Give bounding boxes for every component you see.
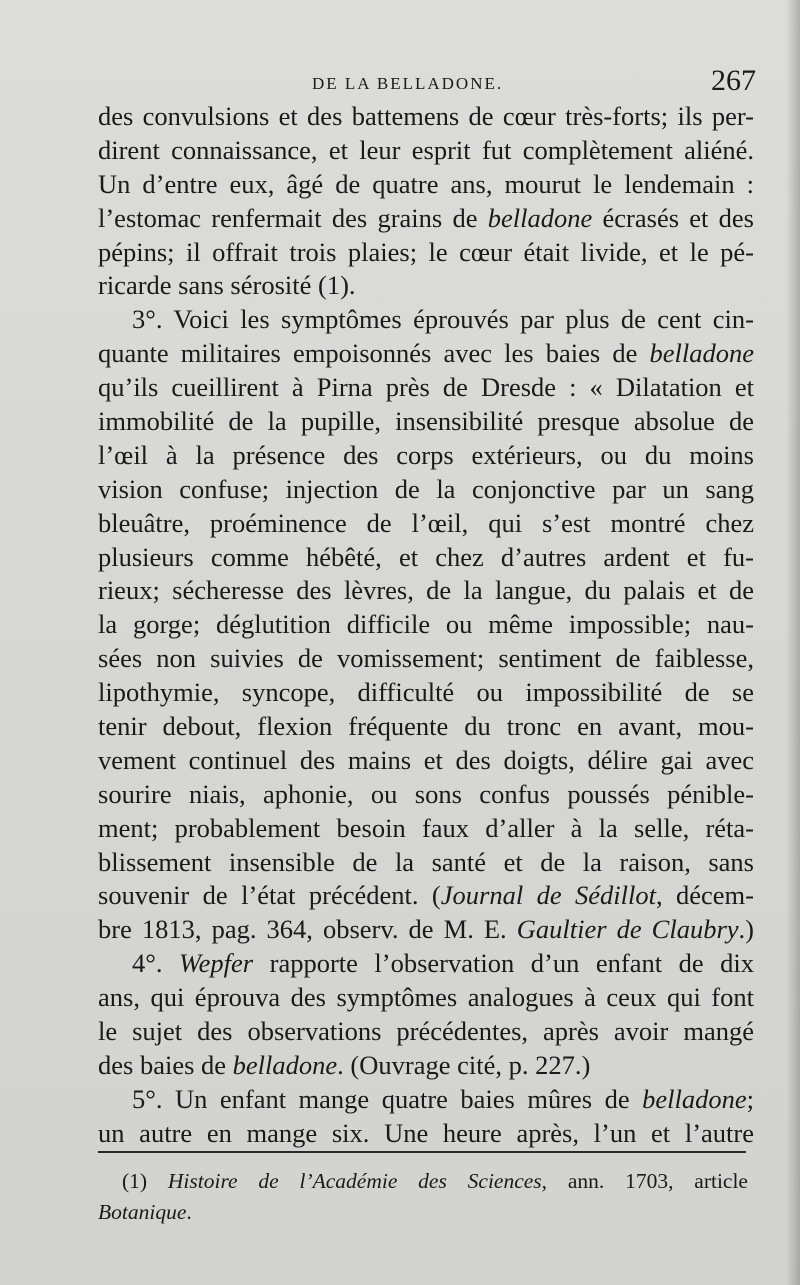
text-line: sourire niais, aphonie, ou sons confus poussés pénible- [98, 778, 754, 809]
text-line: 3°. Voici les symptômes éprouvés par plus de cent cin- [132, 304, 754, 335]
body-text [98, 100, 754, 1151]
text-line: sées non suivies de vomissement; sentiment de faiblesse, [98, 643, 754, 674]
text-line: la gorge; déglutition difficile ou même impossible; nau- [98, 609, 754, 640]
text-line: tenir debout, flexion fréquente du tronc en avant, mou- [98, 711, 754, 742]
text-line: blissement insensible de la santé et de la raison, sans [98, 846, 754, 877]
text-line: rieux; sécheresse des lèvres, de la langue, du palais et de [98, 575, 754, 606]
text-line: un autre en mange six. Une heure après, l’un et l’autre [98, 1117, 754, 1148]
text-line: vement continuel des mains et des doigts, délire gai avec [98, 744, 754, 775]
text-line: bleuâtre, proéminence de l’œil, qui s’est montré chez [98, 507, 754, 538]
footnote-line: Botanique. [98, 1200, 192, 1224]
text-line: le sujet des observations précédentes, après avoir mangé [98, 1016, 754, 1047]
text-line: l’estomac renfermait des grains de belladone écrasés et des [98, 202, 754, 233]
page-edge-shadow [786, 0, 800, 1285]
text-line: ment; probablement besoin faux d’aller à la selle, réta- [98, 812, 754, 843]
text-line: immobilité de la pupille, insensibilité presque absolue de [98, 406, 754, 437]
text-line: bre 1813, pag. 364, observ. de M. E. Gaultier de Claubry.) [98, 914, 754, 945]
text-line: souvenir de l’état précédent. (Journal de Sédillot, décem- [98, 880, 754, 911]
footnote-rule [98, 1151, 746, 1153]
running-title: DE LA BELLADONE. [312, 74, 504, 93]
text-line: quante militaires empoisonnés avec les baies de belladone [98, 338, 754, 369]
text-line: qu’ils cueillirent à Pirna près de Dresde : « Dilatation et [98, 372, 754, 403]
text-line: Un d’entre eux, âgé de quatre ans, mourut le lendemain : [98, 168, 754, 199]
text-line: 5°. Un enfant mange quatre baies mûres de belladone; [132, 1083, 754, 1114]
text-line: vision confuse; injection de la conjonctive par un sang [98, 473, 754, 504]
text-line: lipothymie, syncope, difficulté ou impossibilité de se [98, 677, 754, 708]
text-line: 4°. Wepfer rapporte l’observation d’un enfant de dix [132, 948, 754, 979]
text-line: pépins; il offrait trois plaies; le cœur était livide, et le pé- [98, 236, 754, 267]
text-line: ricarde sans sérosité (1). [98, 270, 356, 301]
text-line: des convulsions et des battemens de cœur très-forts; ils per- [98, 101, 754, 131]
page-number: 267 [711, 64, 756, 97]
page-header [96, 64, 756, 104]
footnote-line: (1) Histoire de l’Académie des Sciences, ann. 1703, article [122, 1169, 748, 1193]
text-line: plusieurs comme hébêté, et chez d’autres ardent et fu- [98, 541, 754, 572]
text-line: ans, qui éprouva des symptômes analogues à ceux qui font [98, 982, 754, 1013]
text-line: dirent connaissance, et leur esprit fut complètement aliéné. [98, 134, 754, 165]
text-line: l’œil à la présence des corps extérieurs, ou du moins [98, 439, 754, 470]
text-line: des baies de belladone. (Ouvrage cité, p. 227.) [98, 1049, 591, 1080]
footnote [98, 1166, 748, 1228]
